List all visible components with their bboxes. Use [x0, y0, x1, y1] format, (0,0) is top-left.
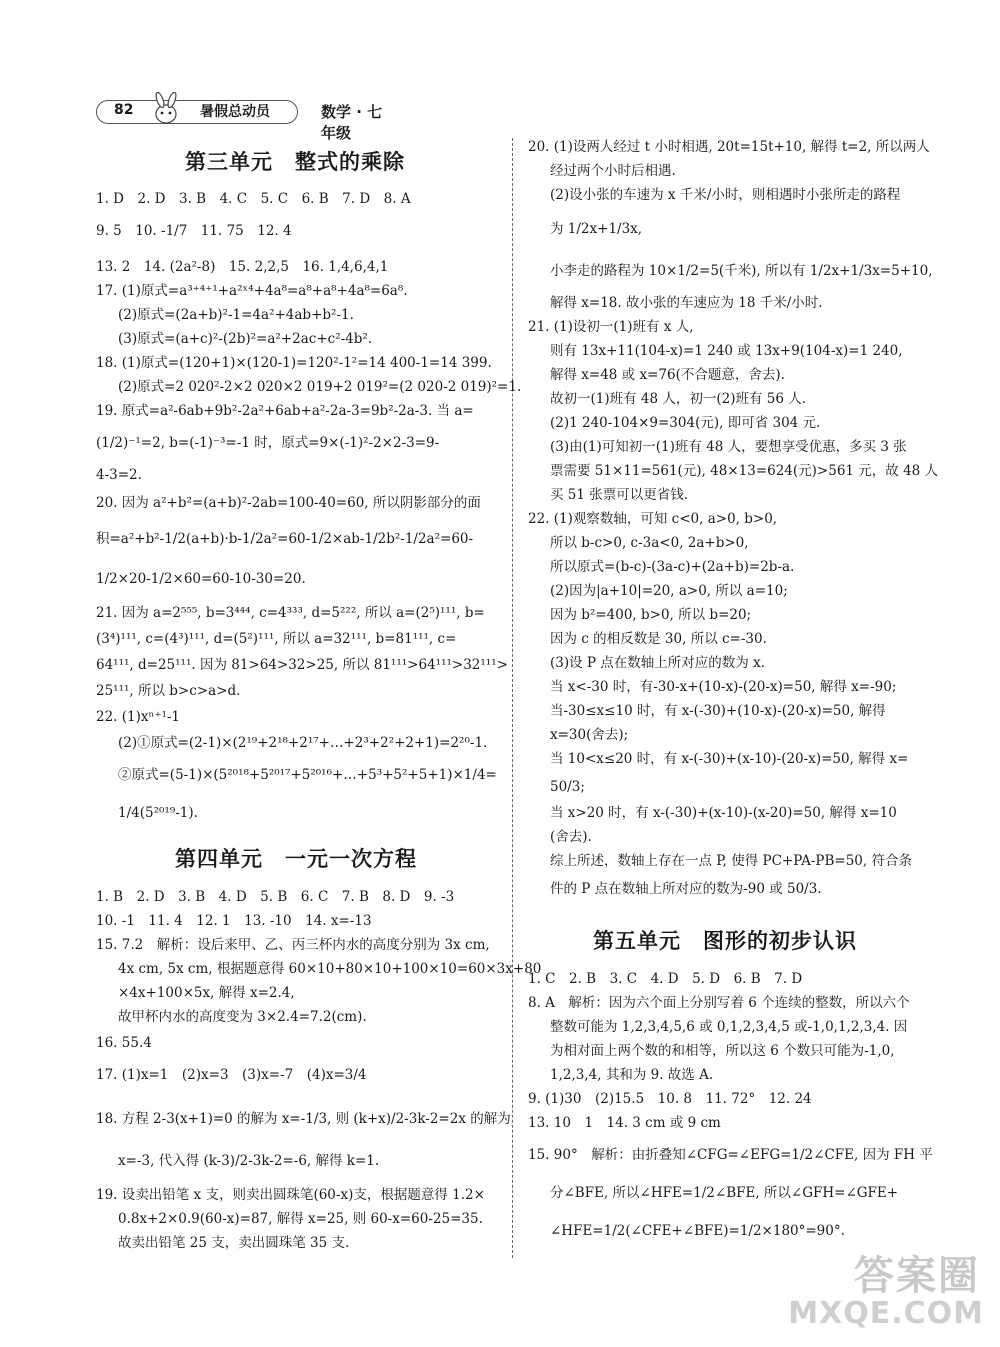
text-line: ②原式=(5-1)×(5²⁰¹⁸+5²⁰¹⁷+5²⁰¹⁶+…+5³+5²+5+1)×1/4= [118, 767, 497, 783]
text-line: (舍去). [550, 829, 592, 845]
column-divider [512, 138, 513, 1258]
page-header [96, 98, 396, 142]
text-line: (1/2)⁻¹=2, b=(-1)⁻³=-1 时，原式=9×(-1)²-2×2-3=9- [96, 435, 440, 451]
text-line: (2)原式=(2a+b)²-1=4a²+4ab+b²-1. [118, 307, 354, 323]
text-line: 9. (1)30 (2)15.5 10. 8 11. 72° 12. 24 [528, 1091, 812, 1107]
text-line: 25¹¹¹, 所以 b>c>a>d. [96, 683, 241, 699]
text-line: 22. (1)xⁿ⁺¹-1 [96, 709, 181, 725]
text-line: 17. (1)原式=a³⁺⁴⁺¹+a²ˣ⁴+4a⁸=a⁸+a⁸+4a⁸=6a⁸. [96, 283, 408, 299]
text-line: 故甲杯内水的高度变为 3×2.4=7.2(cm). [118, 1009, 367, 1025]
text-line: (2)1 240-104×9=304(元), 即可省 304 元. [550, 415, 821, 431]
text-line: 综上所述，数轴上存在一点 P, 使得 PC+PA-PB=50, 符合条 [550, 853, 912, 869]
text-line: 18. 方程 2-3(x+1)=0 的解为 x=-1/3, 则 (k+x)/2-3k-2=2x 的解为 [96, 1111, 511, 1127]
subject-title: 数学 · 七年级 [321, 103, 383, 142]
text-line: (2)①原式=(2-1)×(2¹⁹+2¹⁸+2¹⁷+…+2³+2²+2+1)=2²⁰-1. [118, 735, 488, 751]
text-line: 为 1/2x+1/3x, [550, 221, 643, 237]
text-line: 1,2,3,4, 其和为 9. 故选 A. [550, 1067, 714, 1083]
text-line: 15. 90° 解析：由折叠知∠CFG=∠EFG=1/2∠CFE, 因为 FH 平 [528, 1147, 933, 1163]
text-line: 16. 55.4 [96, 1035, 152, 1051]
text-line: (3)设 P 点在数轴上所对应的数为 x. [550, 655, 765, 671]
text-line: 票需要 51×11=561(元), 48×13=624(元)>561 元，故 48 人 [550, 463, 939, 479]
text-line: ×4x+100×5x, 解得 x=2.4, [118, 985, 295, 1001]
text-line: 20. (1)设两人经过 t 小时相遇, 20t=15t+10, 解得 t=2, 所以两人 [528, 139, 930, 155]
text-line: 因为 c 的相反数是 30, 所以 c=-30. [550, 631, 767, 647]
text-line: 因为 b²=400, b>0, 所以 b=20; [550, 607, 752, 623]
bunny-mascot-icon [148, 92, 184, 126]
text-line: (3)由(1)可知初一(1)班有 48 人，要想享受优惠，多买 3 张 [550, 439, 907, 455]
text-line: 18. (1)原式=(120+1)×(120-1)=120²-1²=14 400-1=14 399. [96, 355, 492, 371]
text-line: 64¹¹¹, d=25¹¹¹. 因为 81>64>32>25, 所以 81¹¹¹>64¹¹¹>32¹¹¹> [96, 657, 508, 673]
text-line: 1. C 2. B 3. C 4. D 5. D 6. B 7. D [528, 971, 803, 987]
text-line: 故初一(1)班有 48 人，初一(2)班有 56 人. [550, 391, 807, 407]
text-line: 件的 P 点在数轴上所对应的数为-90 或 50/3. [550, 881, 822, 897]
text-line: x=-3, 代入得 (k-3)/2-3k-2=-6, 解得 k=1. [118, 1153, 380, 1169]
text-line: (2)设小张的车速为 x 千米/小时，则相遇时小张所走的路程 [550, 187, 901, 203]
text-line: 4x cm, 5x cm, 根据题意得 60×10+80×10+100×10=60×3x+80 [118, 961, 542, 977]
text-line: 50/3; [550, 779, 585, 795]
text-line: 分∠BFE, 所以∠HFE=1/2∠BFE, 所以∠GFH=∠GFE+ [550, 1185, 899, 1201]
text-line: 20. 因为 a²+b²=(a+b)²-2ab=100-40=60, 所以阴影部分的面 [96, 495, 481, 511]
text-line: 1/4(5²⁰¹⁹-1). [118, 805, 198, 821]
text-line: 为相对面上两个数的和相等，所以这 6 个数只可能为-1,0, [550, 1043, 895, 1059]
text-line: 所以原式=(b-c)-(3a-c)+(2a+b)=2b-a. [550, 559, 795, 575]
text-line: (2)因为|a+10|=20, a>0, 所以 a=10; [550, 583, 788, 599]
text-line: 当 10<x≤20 时，有 x-(-30)+(x-10)-(20-x)=50, 解得 x= [550, 751, 909, 767]
watermark [788, 1244, 992, 1339]
text-line: 8. A 解析：因为六个面上分别写着 6 个连续的整数，所以六个 [528, 995, 910, 1011]
section-title-4: 第四单元 一元一次方程 [175, 847, 417, 871]
watermark-logo-text: 答案圈 [854, 1253, 980, 1299]
text-line: 15. 7.2 解析：设后来甲、乙、丙三杯内水的高度分别为 3x cm, [96, 937, 490, 953]
text-line: 经过两个小时后相遇. [550, 163, 676, 179]
text-line: 当 x>20 时，有 x-(-30)+(x-10)-(x-20)=50, 解得 x=10 [550, 805, 897, 821]
text-line: 21. (1)设初一(1)班有 x 人, [528, 319, 694, 335]
section-title-5: 第五单元 图形的初步认识 [593, 929, 857, 953]
text-line: 则有 13x+11(104-x)=1 240 或 13x+9(104-x)=1 240, [550, 343, 903, 359]
section-title-3: 第三单元 整式的乘除 [185, 150, 405, 174]
text-line: 19. 设卖出铅笔 x 支，则卖出圆珠笔(60-x)支，根据题意得 1.2× [96, 1187, 485, 1203]
text-line: 17. (1)x=1 (2)x=3 (3)x=-7 (4)x=3/4 [96, 1067, 367, 1083]
brand-title: 暑假总动员 [200, 104, 270, 120]
text-line: 买 51 张票可以更省钱. [550, 487, 689, 503]
text-line: ∠HFE=1/2(∠CFE+∠BFE)=1/2×180°=90°. [550, 1223, 845, 1239]
watermark-url: MXQE.COM [788, 1296, 984, 1331]
text-line: 22. (1)观察数轴，可知 c<0, a>0, b>0, [528, 511, 778, 527]
text-line: 解得 x=48 或 x=76(不合题意，舍去). [550, 367, 785, 383]
text-line: 积=a²+b²-1/2(a+b)·b-1/2a²=60-1/2×ab-1/2b²-1/2a²=60- [96, 531, 474, 547]
text-line: 4-3=2. [96, 467, 142, 483]
text-line: 当-30≤x≤10 时，有 x-(-30)+(10-x)-(20-x)=50, 解得 [550, 703, 886, 719]
text-line: (2)原式=2 020²-2×2 020×2 019+2 019²=(2 020-2 019)²=1. [118, 379, 522, 395]
text-line: 故卖出铅笔 25 支，卖出圆珠笔 35 支. [118, 1235, 350, 1251]
text-line: 1. D 2. D 3. B 4. C 5. C 6. B 7. D 8. A [96, 191, 411, 207]
text-line: 0.8x+2×0.9(60-x)=87, 解得 x=25, 则 60-x=60-25=35. [118, 1211, 483, 1227]
text-line: 1. B 2. D 3. B 4. D 5. B 6. C 7. B 8. D 9. -3 [96, 889, 455, 905]
text-line: x=30(舍去); [550, 727, 629, 743]
text-line: (3)原式=(a+c)²-(2b)²=a²+2ac+c²-4b². [118, 331, 373, 347]
text-line: 13. 10 1 14. 3 cm 或 9 cm [528, 1115, 721, 1131]
text-line: 19. 原式=a²-6ab+9b²-2a²+6ab+a²-2a-3=9b²-2a-3. 当 a= [96, 403, 474, 419]
text-line: 10. -1 11. 4 12. 1 13. -10 14. x=-13 [96, 913, 372, 929]
text-line: (3⁴)¹¹¹, c=(4³)¹¹¹, d=(5²)¹¹¹, 所以 a=32¹¹¹, b=81¹¹¹, c= [96, 631, 457, 647]
text-line: 当 x<-30 时，有-30-x+(10-x)-(20-x)=50, 解得 x=-90; [550, 679, 897, 695]
text-line: 1/2×20-1/2×60=60-10-30=20. [96, 571, 306, 587]
text-line: 小李走的路程为 10×1/2=5(千米), 所以有 1/2x+1/3x=5+10, [550, 263, 933, 279]
text-line: 21. 因为 a=2⁵⁵⁵, b=3⁴⁴⁴, c=4³³³, d=5²²², 所以 a=(2⁵)¹¹¹, b= [96, 605, 485, 621]
text-line: 13. 2 14. (2a²-8) 15. 2,2,5 16. 1,4,6,4,1 [96, 259, 389, 275]
text-line: 解得 x=18. 故小张的车速应为 18 千米/小时. [550, 295, 823, 311]
page-number: 82 [114, 102, 134, 118]
text-line: 整数可能为 1,2,3,4,5,6 或 0,1,2,3,4,5 或-1,0,1,2,3,4. 因 [550, 1019, 908, 1035]
text-line: 9. 5 10. -1/7 11. 75 12. 4 [96, 223, 292, 239]
text-line: 所以 b-c>0, c-3a<0, 2a+b>0, [550, 535, 749, 551]
